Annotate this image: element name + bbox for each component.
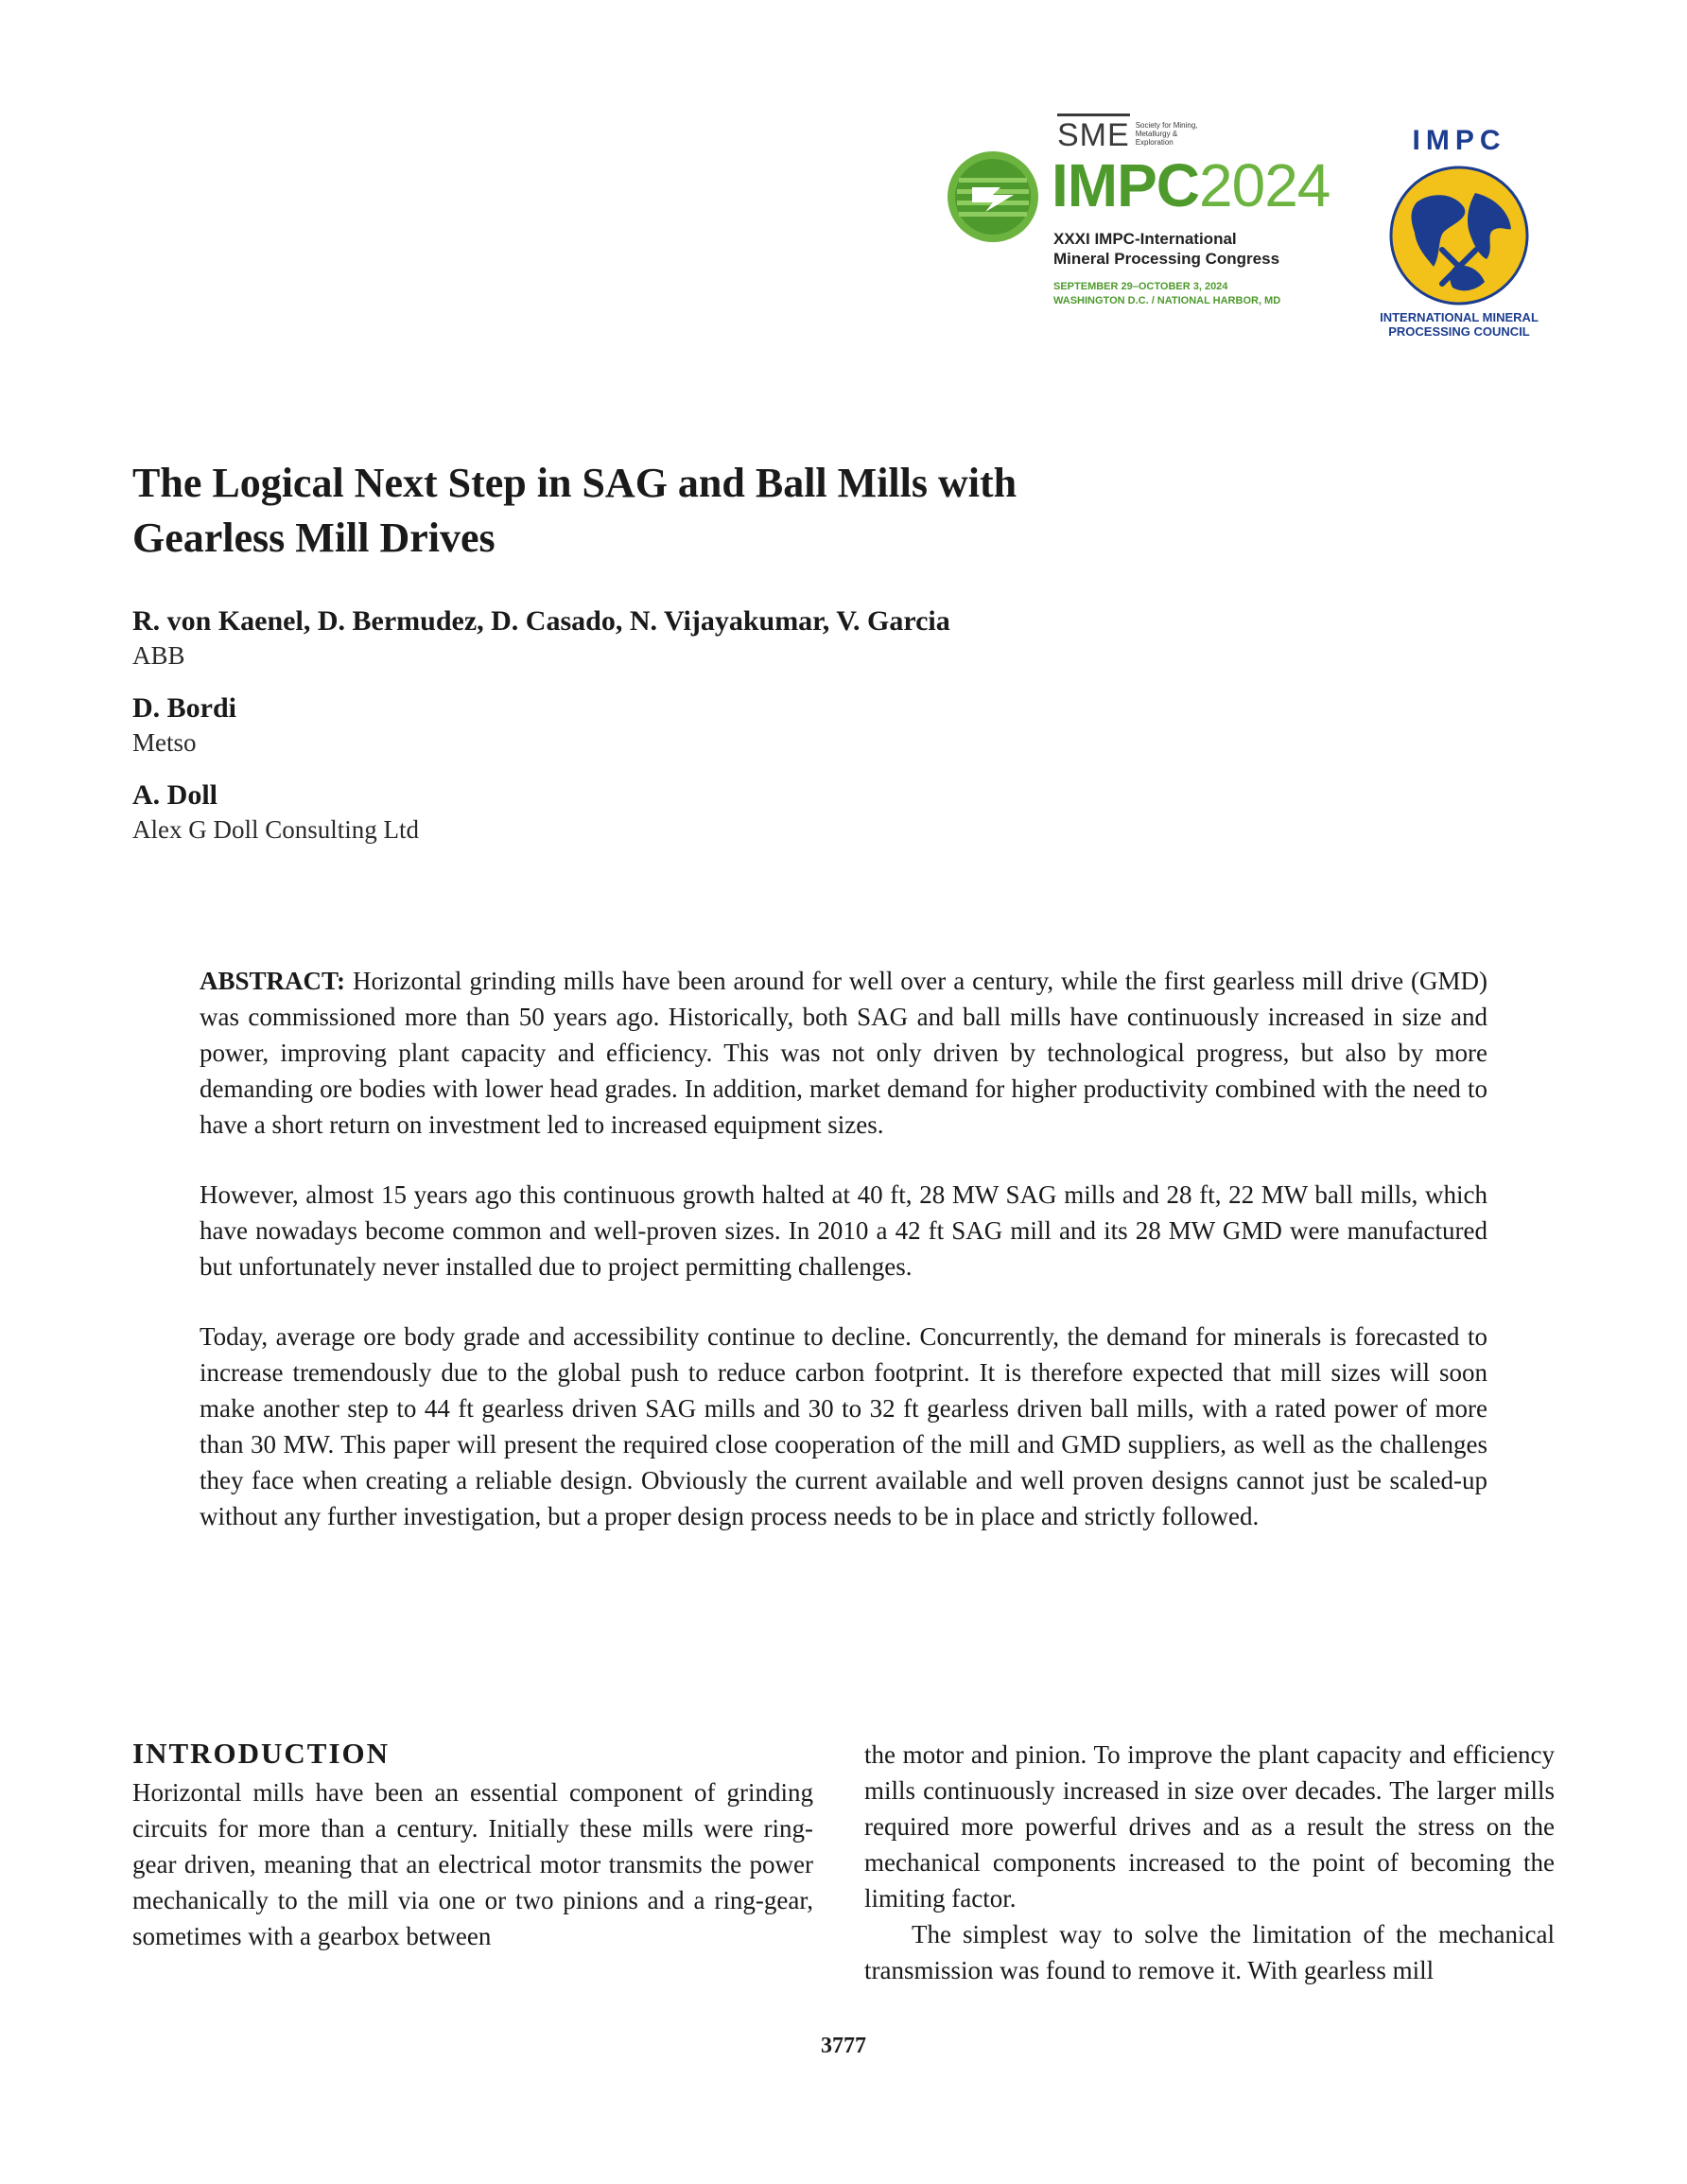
- body-column-right: [864, 1737, 1555, 1988]
- conference-logos: [946, 112, 1570, 339]
- abstract-paragraph: ABSTRACT: Horizontal grinding mills have been around for well over a century, while the first gearless mill drive (GMD) was commissioned more than 50 years ago. Historically, both SAG and ball mills have continuously increased in size and power, improving plant capacity and efficiency. This was not only driven by technological progress, but also by more demanding ore bodies with lower head grades. In addition, market demand for higher productivity combined with the need to have a short return on investment led to increased equipment sizes.: [200, 967, 1488, 1139]
- sme-tagline: Society for Mining, Metallurgy & Exploration: [1135, 121, 1198, 147]
- page-number: 3777: [821, 2034, 866, 2058]
- body-paragraph: the motor and pinion. To improve the plant capacity and efficiency mills continuously increased in size over decades. The larger mills required more powerful drives and as a result the stress on the mechanical components increased to the point of becoming the limiting factor.: [864, 1740, 1555, 1913]
- council-subtitle: INTERNATIONAL MINERAL PROCESSING COUNCIL: [1380, 310, 1539, 339]
- impc-2024-wordmark: IMPC2024: [1052, 151, 1330, 219]
- impc-council-logo: [1360, 127, 1558, 339]
- abstract: [200, 963, 1487, 1568]
- author-affiliation: Alex G Doll Consulting Ltd: [132, 815, 419, 844]
- author-group: [132, 603, 1456, 672]
- author-affiliation: ABB: [132, 641, 185, 670]
- paper-title: The Logical Next Step in SAG and Ball Mills with Gearless Mill Drives: [132, 460, 1017, 561]
- author-group: [132, 690, 1456, 759]
- body-paragraph: Horizontal mills have been an essential component of grinding circuits for more than a century. Initially these mills were ring-gear driven, meaning that an electrical motor transmits the power mechanically to the mill via one or two pinions and a ring-gear, sometimes with a gearbox between: [132, 1778, 813, 1950]
- sme-mark: SME: [1057, 117, 1130, 153]
- congress-dates: SEPTEMBER 29–OCTOBER 3, 2024 WASHINGTON D.C. / NATIONAL HARBOR, MD: [1053, 281, 1281, 306]
- author-group: [132, 778, 1456, 846]
- section-heading: INTRODUCTION: [132, 1737, 391, 1770]
- abstract-label: ABSTRACT:: [200, 967, 346, 995]
- council-title: IMPC: [1412, 125, 1506, 156]
- globe-icon: [1388, 165, 1530, 306]
- abstract-paragraph: Today, average ore body grade and accessibility continue to decline. Concurrently, the demand for minerals is forecasted to increase tremendously due to the global push to reduce carbon footprint. It is therefore expected that mill sizes will soon make another step to 44 ft gearless driven SAG mills and 30 to 32 ft gearless driven ball mills, with a rated power of more than 30 MW. This paper will present the required close cooperation of the mill and GMD suppliers, as well as the challenges they face when creating a reliable design. Obviously the current available and well proven designs cannot just be scaled-up without any further investigation, but a proper design process needs to be in place and strictly followed.: [200, 1322, 1487, 1530]
- author-names: R. von Kaenel, D. Bermudez, D. Casado, N. Vijayakumar, V. Garcia: [132, 605, 950, 637]
- author-affiliation: Metso: [132, 728, 197, 757]
- author-names: D. Bordi: [132, 692, 237, 724]
- author-names: A. Doll: [132, 779, 217, 811]
- abstract-paragraph: However, almost 15 years ago this continuous growth halted at 40 ft, 28 MW SAG mills and 28 ft, 22 MW ball mills, which have nowadays become common and well-proven sizes. In 2010 a 42 ft SAG mill and its 28 MW GMD were manufactured but unfortunately never installed due to project permitting challenges.: [200, 1180, 1487, 1281]
- author-list: [132, 603, 1456, 865]
- impc-2024-emblem-icon: [946, 149, 1040, 244]
- congress-name: XXXI IMPC-International Mineral Processing Congress: [1053, 230, 1280, 268]
- sme-logo: [1057, 119, 1211, 151]
- body-paragraph: The simplest way to solve the limitation of the mechanical transmission was found to remove it. With gearless mill: [864, 1920, 1555, 1984]
- body-column-left: [132, 1735, 813, 1954]
